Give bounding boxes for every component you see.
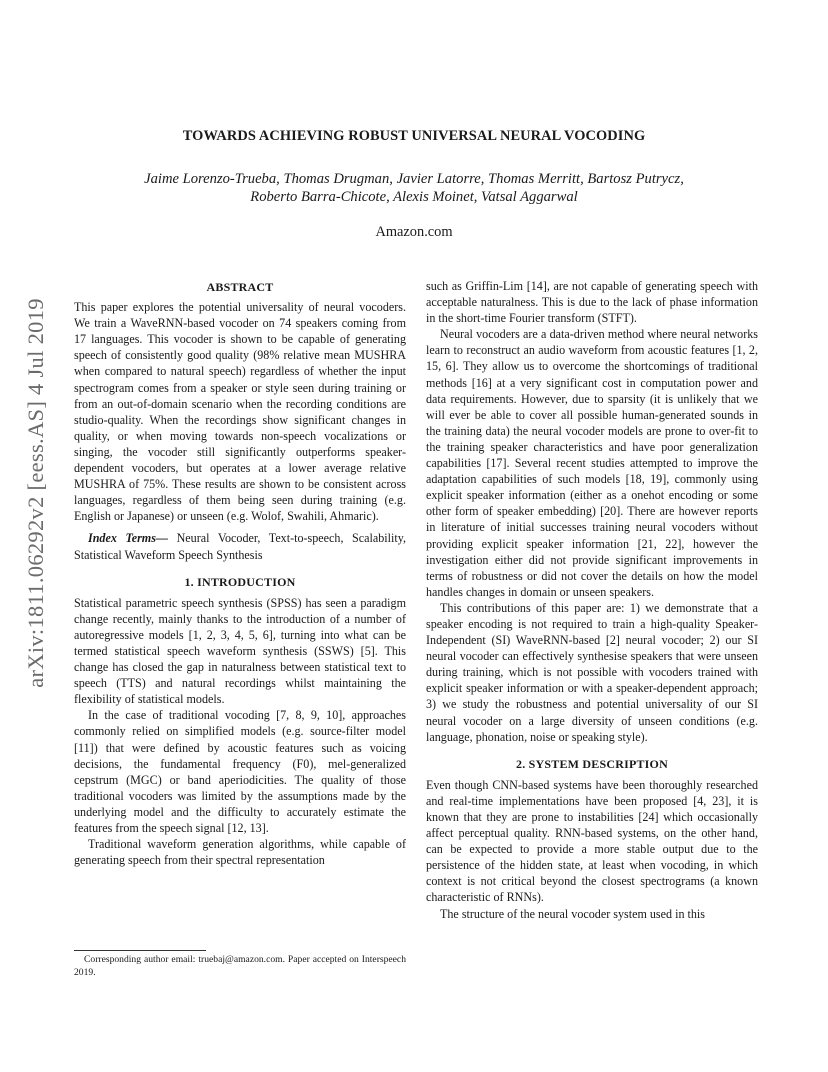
footnote: Corresponding author email: truebaj@amazon.com. Paper accepted on Interspeech 2019.: [74, 954, 406, 978]
intro-paragraph-3-continued: such as Griffin-Lim [14], are not capable of generating speech with acceptable naturalness. This is due to the lack of phase information in the short-time Fourier transform (STFT).: [426, 279, 758, 326]
author-line-1: Jaime Lorenzo-Trueba, Thomas Drugman, Javier Latorre, Thomas Merritt, Bartosz Putrycz,: [144, 171, 684, 187]
right-column: [426, 278, 758, 922]
system-paragraph-2: The structure of the neural vocoder system used in this: [440, 906, 705, 921]
intro-paragraph-1: Statistical parametric speech synthesis (SPSS) has seen a paradigm change recently, mainly thanks to the introduction of a number of autoregressive models [1, 2, 3, 4, 5, 6], turning into what can be termed statistical speech waveform synthesis (SSWS) [5]. This change has closed the gap in naturalness between statistical text to speech (TTS) and natural recordings whilst maintaining the flexibility of statistical models.: [74, 595, 406, 707]
author-line-2: Roberto Barra-Chicote, Alexis Moinet, Vatsal Aggarwal: [250, 189, 578, 205]
index-terms-label: Index Terms—: [88, 531, 169, 546]
intro-paragraph-5: This contributions of this paper are: 1) we demonstrate that a speaker encoding is not required to train a high-quality Speaker-Independent (SI) WaveRNN-based [2] neural vocoder; 2) our SI neural vocoder can effectively synthesise speakers that were unseen during training, which is not possible with vocoders trained with explicit speaker information or with a speaker-dependent approach; 3) we study the robustness and potential universality of our SI neural vocoder on a large diversity of unseen conditions (e.g. language, phonation, noise or speaking style).: [426, 600, 758, 744]
index-terms: [74, 530, 406, 562]
arxiv-identifier-text: arXiv:1811.06292v2 [eess.AS] 4 Jul 2019: [23, 297, 48, 688]
arxiv-side-identifier: [20, 295, 52, 690]
intro-paragraph-4: Neural vocoders are a data-driven method where neural networks learn to reconstruct an audio waveform from acoustic features [1, 2, 15, 6]. They allow us to overcome the shortcomings of traditional methods [16] at a very significant cost in computation power and data requirements. However, due to sparsity (it is unlikely that we will ever be able to cover all possible human-generated sounds in the training data) the neural vocoder models are prone to over-fit to the training speaker characteristics and have poor generalization capabilities [17]. Several recent studies attempted to improve the adaptation capabilities of such models [18, 19], commonly using explicit speaker information (either as a onehot encoding or some other form of speaker embedding) [20]. There are however reports in literature of initial successes training neural vocoders without providing explicit speaker information [21, 22], however the investigation either did not provide significant improvements in terms of robustness or did not cover the details on how the model handles changes in domain or unseen speakers.: [426, 327, 758, 599]
introduction-heading: 1. INTRODUCTION: [184, 574, 296, 589]
paper-title: TOWARDS ACHIEVING ROBUST UNIVERSAL NEURAL VOCODING: [182, 128, 646, 144]
system-description-heading: 2. SYSTEM DESCRIPTION: [516, 756, 668, 771]
system-paragraph-1: Even though CNN-based systems have been thoroughly researched and real-time implementations have been proposed [4, 23], it is known that they are prone to instabilities [24] which occasionally affect perceptual quality. RNN-based systems, on the other hand, can be expected to provide a more stable output due to the persistence of the hidden state, at least when vocoding, in which context is not critical beyond the closest spectrograms (a known characteristic of RNNs).: [426, 777, 758, 905]
intro-paragraph-2: In the case of traditional vocoding [7, 8, 9, 10], approaches commonly relied on simplified models (e.g. source-filter model [11]) that were defined by acoustic features such as voicing decisions, the fundamental frequency (F0), mel-generalized cepstrum (MGC) or band aperiodicities. The quality of those traditional vocoders was limited by the assumptions made by the underlying model and the difficulty to accurately estimate the features from the speech signal [12, 13].: [74, 708, 406, 835]
footnote-rule: [74, 950, 206, 951]
abstract-text: This paper explores the potential universality of neural vocoders. We train a WaveRNN-based vocoder on 74 speakers coming from 17 languages. This vocoder is shown to be capable of generating speech of consistently good quality (98% relative mean MUSHRA when compared to natural speech) regardless of whether the input spectrogram comes from a speaker or style seen during training or from an out-of-domain scenario when the recording conditions are studio-quality. When the recordings show significant changes in quality, or when moving towards non-speech vocalizations or singing, the vocoder still significantly outperforms speaker-dependent vocoders, but operates at a lower average relative MUSHRA of 75%. These results are shown to be consistent across languages, regardless of them being seen during training (e.g. English or Japanese) or unseen (e.g. Wolof, Swahili, Ahmaric).: [74, 300, 406, 524]
author-list: [90, 170, 738, 206]
abstract-heading: ABSTRACT: [206, 280, 274, 294]
affiliation: Amazon.com: [375, 224, 453, 240]
left-column: [74, 279, 406, 868]
index-terms-text: Neural Vocoder, Text-to-speech, Scalability, Statistical Waveform Speech Synthesis: [74, 531, 406, 562]
intro-paragraph-3: Traditional waveform generation algorithms, while capable of generating speech from their spectral representation: [74, 837, 406, 868]
